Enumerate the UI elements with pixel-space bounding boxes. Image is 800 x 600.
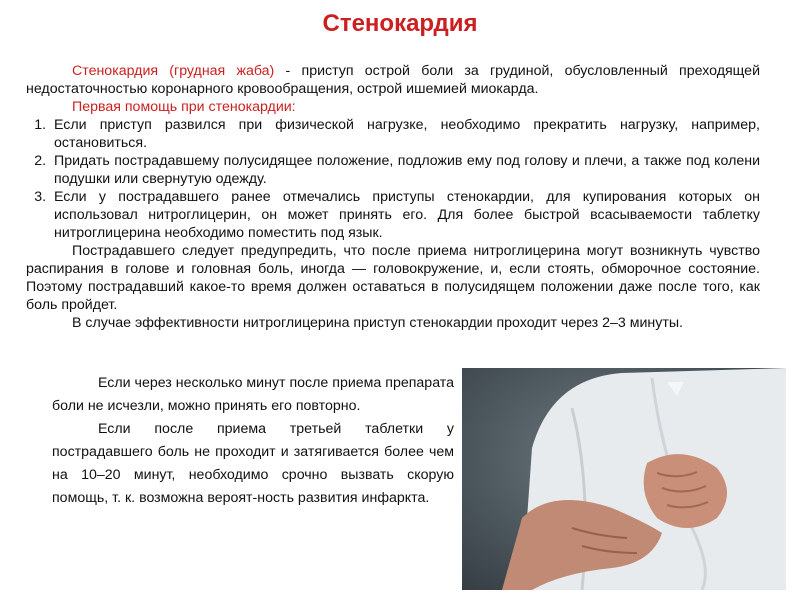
first-aid-heading: Первая помощь при стенокардии: <box>72 99 296 115</box>
intro-paragraph <box>26 62 760 98</box>
repeat-dose-paragraph: Если через несколько минут после приема препарата боли не исчезли, можно принять его повторно. <box>52 375 454 414</box>
chest-pain-illustration <box>462 368 786 590</box>
main-text <box>26 62 760 332</box>
chest-pain-photo <box>462 368 786 590</box>
narrow-text <box>52 372 454 510</box>
effect-paragraph: В случае эффективности нитроглицерина приступ стенокардии проходит через 2–3 минуты. <box>72 315 683 331</box>
call-ambulance-paragraph: Если после приема третьей таблетки у пострадавшего боль не проходит и затягивается более чем на 10–20 минут, необходимо срочно вызвать скорую помощь, т. к. возможна вероят-ность развития инфаркта. <box>52 421 454 506</box>
intro-term: Стенокардия (грудная жаба) <box>72 63 275 79</box>
warning-paragraph: Пострадавшего следует предупредить, что после приема нитроглицерина могут возникнуть чувство распирания в голове и головная боль, иногда — головокружение, и, если стоять, обморочное состояние. Поэтому пострадавший какое-то время должен оставаться в полусидящем положении даже после того, как боль пройдет. <box>26 243 760 313</box>
step-item: 3. Если у пострадавшего ранее отмечались приступы стенокардии, для купирования которых он использовал нитроглицерин, он может принять его. Для более быстрой всасываемости таблетку нитроглицерина необходимо поместить под язык. <box>50 188 760 242</box>
step-item: 2. Придать пострадавшему полусидящее положение, подложив ему под голову и плечи, а также под колени подушки или свернутую одежду. <box>50 152 760 188</box>
intro-definition: - приступ острой боли за грудиной, обусловленный преходящей недостаточностью коронарного кровообращения, острой ишемией миокарда. <box>26 63 760 97</box>
step-item: 1. Если приступ развился при физической нагрузке, необходимо прекратить нагрузку, например, остановиться. <box>50 116 760 152</box>
page-title: Стенокардия <box>322 10 478 37</box>
first-aid-steps <box>26 116 760 242</box>
